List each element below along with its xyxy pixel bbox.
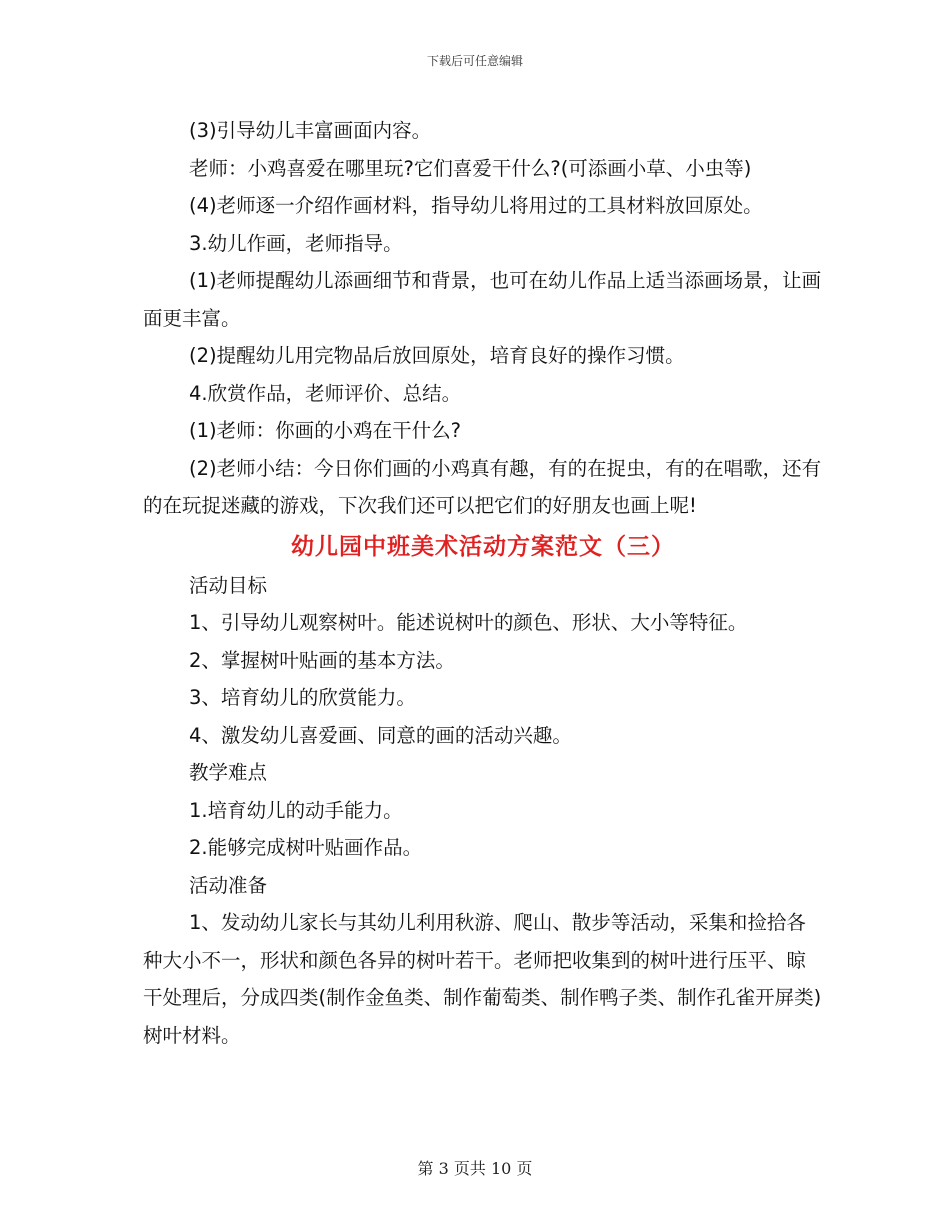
paragraph: (3)引导幼儿丰富画面内容。: [189, 119, 432, 142]
page-footer: 第 3 页共 10 页: [417, 1159, 533, 1178]
paragraph: 3.幼儿作画，老师指导。: [189, 231, 403, 255]
paragraph: 2.能够完成树叶贴画作品。: [189, 836, 423, 859]
paragraph: 1、引导幼儿观察树叶。能述说树叶的颜色、形状、大小等特征。: [189, 611, 748, 634]
paragraph: (2)老师小结：今日你们画的小鸡真有趣，有的在捉虫，有的在唱歌，还有的在玩捉迷藏的游戏，下次我们还可以把它们的好朋友也画上呢!: [143, 456, 822, 517]
paragraph: 3、培育幼儿的欣赏能力。: [189, 686, 416, 709]
paragraph: 1.培育幼儿的动手能力。: [189, 798, 403, 822]
paragraph: (2)提醒幼儿用完物品后放回原处，培育良好的操作习惯。: [189, 344, 685, 367]
subheading: 活动准备: [189, 873, 268, 897]
paragraph: 4、激发幼儿喜爱画、同意的画的活动兴趣。: [189, 723, 572, 747]
subheading: 教学难点: [189, 761, 268, 784]
paragraph: 2、掌握树叶贴画的基本方法。: [189, 648, 455, 672]
document-body: [143, 112, 823, 1054]
page-header: 下载后可任意编辑: [426, 54, 523, 68]
subheading: 活动目标: [189, 573, 268, 597]
paragraph: (1)老师提醒幼儿添画细节和背景，也可在幼儿作品上适当添画场景，让画面更丰富。: [143, 269, 822, 330]
paragraph: 1、发动幼儿家长与其幼儿利用秋游、爬山、散步等活动，采集和捡拾各种大小不一，形状和颜色各异的树叶若干。老师把收集到的树叶进行压平、晾干处理后，分成四类(制作金鱼类、制作葡萄类、制作鸭子类、制作孔雀开屏类)树叶材料。: [143, 911, 822, 1047]
paragraph: 老师：小鸡喜爱在哪里玩?它们喜爱干什么?(可添画小草、小虫等): [189, 156, 752, 180]
paragraph: 4.欣赏作品，老师评价、总结。: [189, 381, 462, 405]
paragraph: (1)老师：你画的小鸡在干什么?: [189, 419, 461, 442]
paragraph: (4)老师逐一介绍作画材料，指导幼儿将用过的工具材料放回原处。: [189, 194, 763, 217]
section-title: 幼儿园中班美术活动方案范文（三）: [291, 533, 675, 560]
